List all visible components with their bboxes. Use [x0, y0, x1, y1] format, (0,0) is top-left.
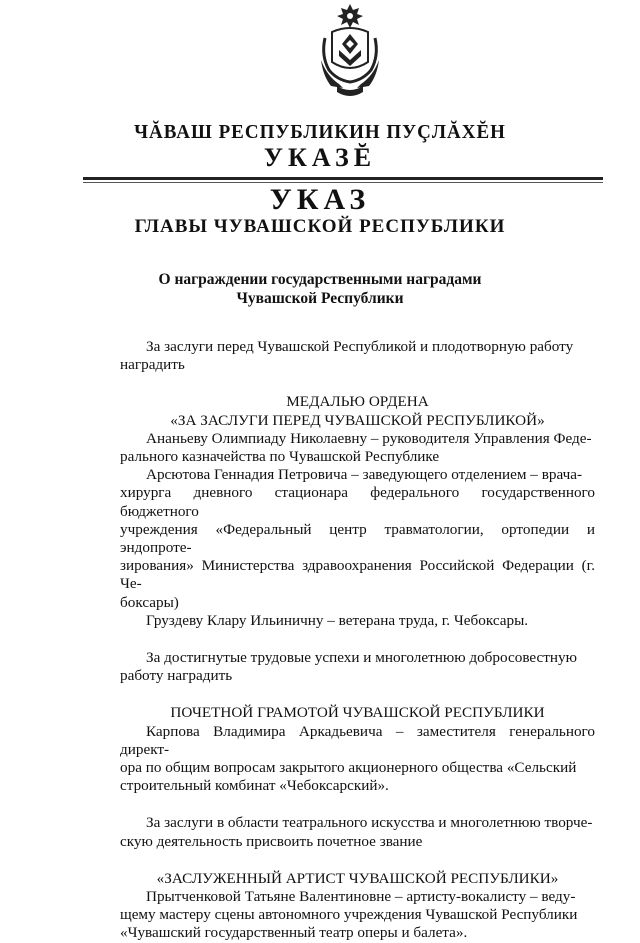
subject-line-2: Чувашской Республики	[236, 290, 404, 307]
subject-line-1: О награждении государственными наградами	[158, 271, 482, 288]
recipient-3-line-1: Груздеву Клару Ильиничну – ветерана труда, г. Чебоксары.	[146, 611, 529, 629]
recipient-5-line-2: щему мастеру сцены автономного учреждения Чувашской Республики	[120, 906, 578, 924]
recipient-5-line-1: Прытченковой Татьяне Валентиновне – артисту-вокалисту – веду-	[146, 888, 576, 906]
intro-paragraph-3	[120, 814, 595, 850]
document-subject	[0, 270, 640, 308]
header-russian-title: ГЛАВЫ ЧУВАШСКОЙ РЕСПУБЛИКИ	[134, 216, 506, 237]
recipient-1-line-1: Ананьеву Олимпиаду Николаевну – руководителя Управления Феде-	[146, 429, 592, 447]
award-title-3: «ЗАСЛУЖЕННЫЙ АРТИСТ ЧУВАШСКОЙ РЕСПУБЛИКИ»	[156, 869, 559, 887]
intro3-line-2: скую деятельность присвоить почетное звание	[120, 832, 423, 850]
recipient-5	[120, 888, 595, 943]
intro-paragraph-1	[120, 338, 595, 374]
intro2-line-2: работу наградить	[120, 667, 233, 685]
recipient-2-line-4: зирования» Министерства здравоохранения Российской Федерации (г. Че-	[120, 557, 595, 593]
header-chuvash-title: ЧĂВАШ РЕСПУБЛИКИН ПУÇЛĂХĔН	[134, 121, 506, 144]
header-divider-thick	[83, 177, 603, 180]
intro1-line-2: наградить	[120, 356, 185, 374]
recipient-1-line-2: рального казначейства по Чувашской Республике	[120, 448, 440, 466]
recipient-2	[120, 466, 595, 612]
intro-paragraph-2	[120, 649, 595, 685]
recipient-2-line-5: боксары)	[120, 593, 179, 611]
document-body	[120, 338, 595, 943]
award1-line-2: «ЗА ЗАСЛУГИ ПЕРЕД ЧУВАШСКОЙ РЕСПУБЛИКОЙ»	[170, 411, 545, 429]
recipient-5-line-3: «Чувашский государственный театр оперы и балета».	[120, 924, 468, 942]
recipient-4-line-3: строительный комбинат «Чебоксарский».	[120, 777, 389, 795]
award-title-1	[120, 393, 595, 429]
intro3-line-1: За заслуги в области театрального искусства и многолетнюю творче-	[146, 814, 593, 832]
recipient-3	[120, 612, 595, 630]
recipient-2-line-1: Арсютова Геннадия Петровича – заведующего отделением – врача-	[146, 466, 583, 484]
award-title-2: ПОЧЕТНОЙ ГРАМОТОЙ ЧУВАШСКОЙ РЕСПУБЛИКИ	[170, 704, 545, 722]
award1-line-1: МЕДАЛЬЮ ОРДЕНА	[286, 393, 429, 411]
header-russian-ukaz: УКАЗ	[269, 183, 371, 216]
recipient-1	[120, 430, 595, 466]
header-chuvash-ukaz: УКАЗĔ	[263, 143, 377, 172]
chuvash-coat-of-arms-icon	[319, 0, 381, 105]
recipient-2-line-3: учреждения «Федеральный центр травматологии, ортопедии и эндопроте-	[120, 520, 595, 557]
intro2-line-1: За достигнутые трудовые успехи и многолетнюю добросовестную	[146, 649, 577, 667]
recipient-2-line-2: хирурга дневного стационара федерального государственного бюджетного	[120, 484, 595, 520]
recipient-4	[120, 723, 595, 796]
intro1-line-1: За заслуги перед Чувашской Республикой и плодотворную работу	[146, 338, 574, 355]
recipient-4-line-1: Карпова Владимира Аркадьевича – заместителя генерального директ-	[120, 722, 595, 758]
recipient-4-line-2: ора по общим вопросам закрытого акционерного общества «Сельский	[120, 759, 577, 777]
